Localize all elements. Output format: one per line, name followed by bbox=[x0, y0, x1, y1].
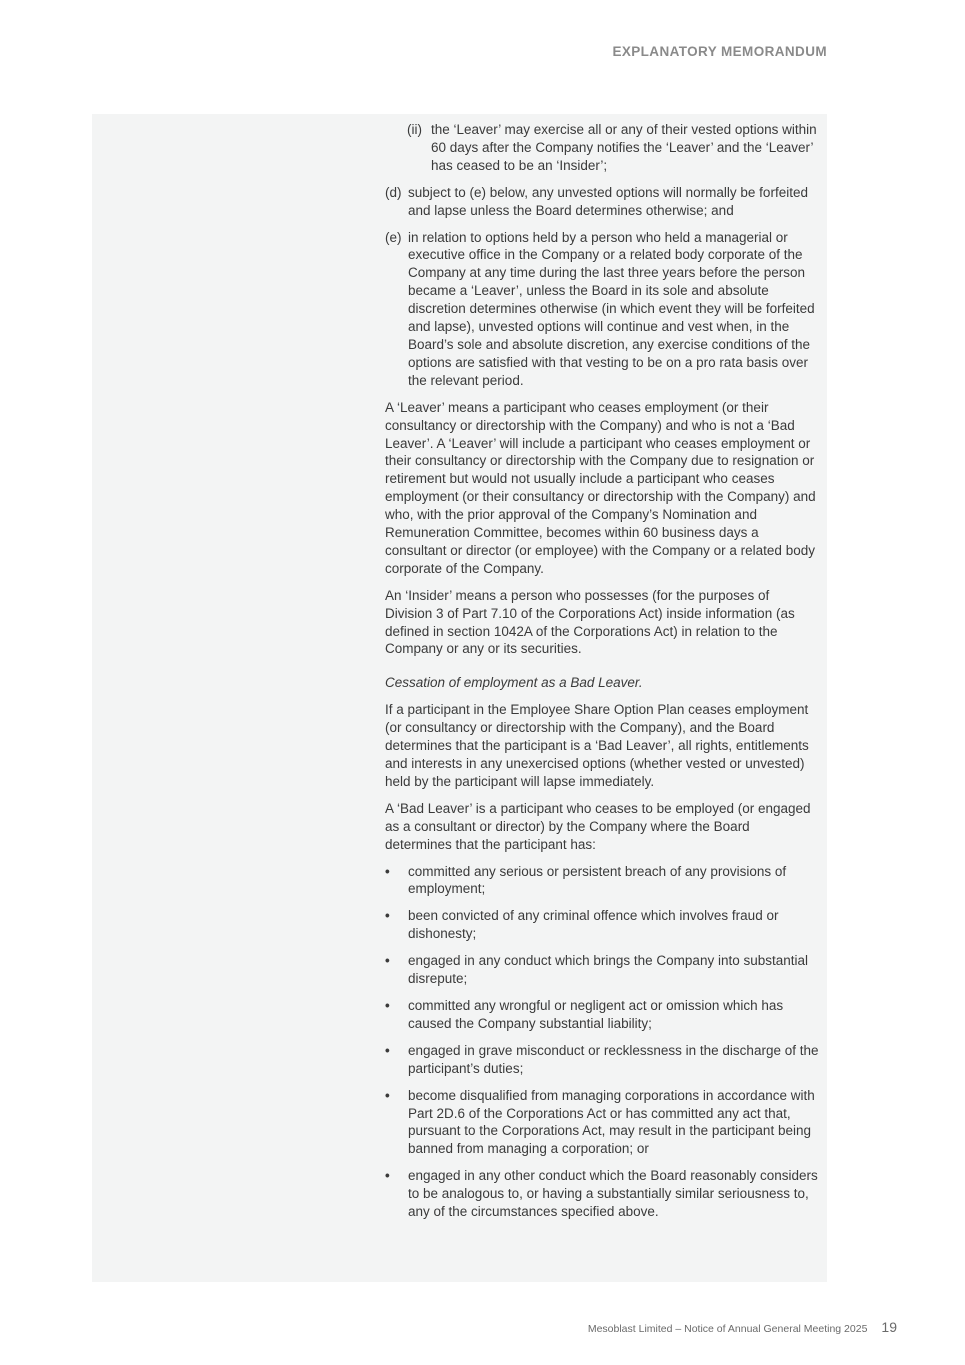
list-item-text: committed any serious or persistent breach of any provisions of employment; bbox=[408, 863, 787, 897]
list-item bbox=[385, 952, 819, 988]
bullet-icon: • bbox=[385, 1042, 390, 1058]
list-item-text: become disqualified from managing corporations in accordance with Part 2D.6 of the Corporations Act or has committed any act that, pursuant to the Corporations Act, may result in the participant being banned from managing a corporation; or bbox=[408, 1087, 815, 1157]
clause-label: (ii) bbox=[407, 122, 422, 137]
bad-leaver-lapse: If a participant in the Employee Share Option Plan ceases employment (or consultancy or directorship with the Company), and the Board determines that the participant is a ‘Bad Leaver’, all rights, entitlements and interests in any unexercised options (whether vested or unvested) held by the participant will lapse immediately. bbox=[385, 702, 809, 789]
bullet-icon: • bbox=[385, 953, 390, 969]
page-header-title: EXPLANATORY MEMORANDUM bbox=[612, 44, 827, 59]
list-item bbox=[385, 907, 819, 943]
leaver-definition: A ‘Leaver’ means a participant who ceases employment (or their consultancy or directorship with the Company) and who is not a ‘Bad Leaver’. A ‘Leaver’ will include a participant who ceases employment or their consultancy or directorship with the Company due to resignation or retirement but would not usually include a participant who ceases employment (or their consultancy or directorship with the Company) and who, with the prior approval of the Company’s Nomination and Remuneration Committee, becomes within 60 business days a consultant or director (or employee) with the Company or a related body corporate of the Company. bbox=[385, 399, 816, 576]
clause-ii bbox=[385, 121, 819, 175]
clause-label: (e) bbox=[385, 229, 402, 245]
insider-definition: An ‘Insider’ means a person who possesses (for the purposes of Division 3 of Part 7.10 of the Corporations Act) inside information (as defined in section 1042A of the Corporations Act) in relation to the Company or any or its securities. bbox=[385, 587, 795, 657]
list-item-text: engaged in any conduct which brings the Company into substantial disrepute; bbox=[408, 953, 809, 987]
bullet-icon: • bbox=[385, 1168, 390, 1184]
clause-text: in relation to options held by a person who held a managerial or executive office in the Company or a related body corporate of the Company at any time during the last three years before the person became a ‘Leaver’, unless the Board in its sole and absolute discretion determines otherwise (in which event they will be forfeited and lapse), unvested options will continue and vest when, in the Board’s sole and absolute discretion, any exercise conditions of the options are satisfied with that vesting to be on a pro rata basis over the relevant period. bbox=[408, 229, 815, 388]
bullet-icon: • bbox=[385, 863, 390, 879]
page-footer bbox=[588, 1319, 897, 1335]
list-item-text: committed any wrongful or negligent act or omission which has caused the Company substantial liability; bbox=[408, 997, 784, 1031]
bullet-icon: • bbox=[385, 997, 390, 1013]
list-item bbox=[385, 997, 819, 1033]
list-item-text: engaged in grave misconduct or recklessness in the discharge of the participant’s duties; bbox=[408, 1042, 819, 1076]
section-heading: Cessation of employment as a Bad Leaver. bbox=[385, 675, 643, 691]
clause-label: (d) bbox=[385, 184, 402, 200]
list-item-text: engaged in any other conduct which the Board reasonably considers to be analogous to, or having a substantially similar seriousness to, any of the circumstances specified above. bbox=[408, 1168, 818, 1220]
page-number: 19 bbox=[881, 1319, 897, 1335]
clause-text: the ‘Leaver’ may exercise all or any of their vested options within 60 days after the Company notifies the ‘Leaver’ and the ‘Leaver’ has ceased to be an ‘Insider’; bbox=[431, 122, 817, 173]
clause-text: subject to (e) below, any unvested options will normally be forfeited and lapse unless the Board determines otherwise; and bbox=[408, 184, 808, 218]
document-body bbox=[385, 121, 819, 1230]
list-item bbox=[385, 1042, 819, 1078]
clause-d bbox=[385, 184, 819, 220]
bullet-icon: • bbox=[385, 1087, 390, 1103]
list-item bbox=[385, 1087, 819, 1159]
list-item bbox=[385, 863, 819, 899]
list-item bbox=[385, 1167, 819, 1221]
footer-text: Mesoblast Limited – Notice of Annual General Meeting 2025 bbox=[587, 1323, 868, 1335]
list-item-text: been convicted of any criminal offence which involves fraud or dishonesty; bbox=[408, 908, 779, 942]
bad-leaver-definition: A ‘Bad Leaver’ is a participant who ceases to be employed (or engaged as a consultant or director) by the Company where the Board determines that the participant has: bbox=[385, 800, 811, 852]
bullet-icon: • bbox=[385, 908, 390, 924]
clause-e bbox=[385, 229, 819, 390]
